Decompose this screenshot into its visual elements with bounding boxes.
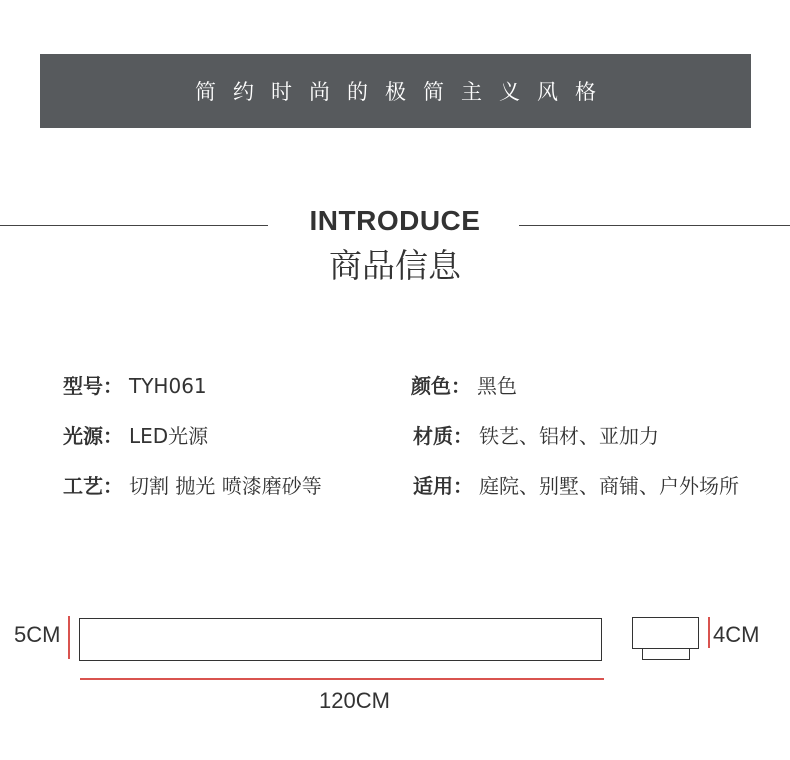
slogan-text: 简约时尚的极简主义风格 xyxy=(195,80,613,104)
length-dimension-label: 120CM xyxy=(319,688,390,713)
spec-usage: 适用： 庭院、别墅、商铺、户外场所 xyxy=(413,474,739,498)
spec-label: 光源 xyxy=(63,424,103,448)
spec-craft: 工艺： 切割 抛光 喷漆磨砂等 xyxy=(63,474,322,498)
spec-label: 材质 xyxy=(413,424,453,448)
spec-value: 庭院、别墅、商铺、户外场所 xyxy=(479,474,739,498)
section-subtitle: 商品信息 xyxy=(329,246,461,285)
spec-label: 适用 xyxy=(413,474,453,498)
length-indicator-line xyxy=(80,678,604,680)
lamp-side-base xyxy=(642,648,690,660)
height-indicator-line xyxy=(68,616,70,659)
lamp-side-view xyxy=(632,617,699,649)
spec-value: 铁艺、铝材、亚加力 xyxy=(479,424,659,448)
spec-material: 材质： 铁艺、铝材、亚加力 xyxy=(413,424,659,448)
spec-value: LED光源 xyxy=(129,424,209,448)
spec-light-source: 光源： LED光源 xyxy=(63,424,209,448)
spec-value: TYH061 xyxy=(129,374,207,398)
spec-value: 切割 抛光 喷漆磨砂等 xyxy=(129,474,322,498)
spec-label: 工艺 xyxy=(63,474,103,498)
depth-indicator-line xyxy=(708,617,710,648)
section-title: INTRODUCE xyxy=(309,205,481,236)
spec-label: 型号 xyxy=(63,374,103,398)
spec-label: 颜色 xyxy=(411,374,451,398)
spec-color: 颜色： 黑色 xyxy=(411,374,517,398)
lamp-front-view xyxy=(79,618,602,661)
spec-model: 型号： TYH061 xyxy=(63,374,207,398)
spec-value: 黑色 xyxy=(477,374,517,398)
depth-dimension-label: 4CM xyxy=(713,622,760,647)
height-dimension-label: 5CM xyxy=(14,622,61,647)
slogan-banner xyxy=(40,54,751,128)
